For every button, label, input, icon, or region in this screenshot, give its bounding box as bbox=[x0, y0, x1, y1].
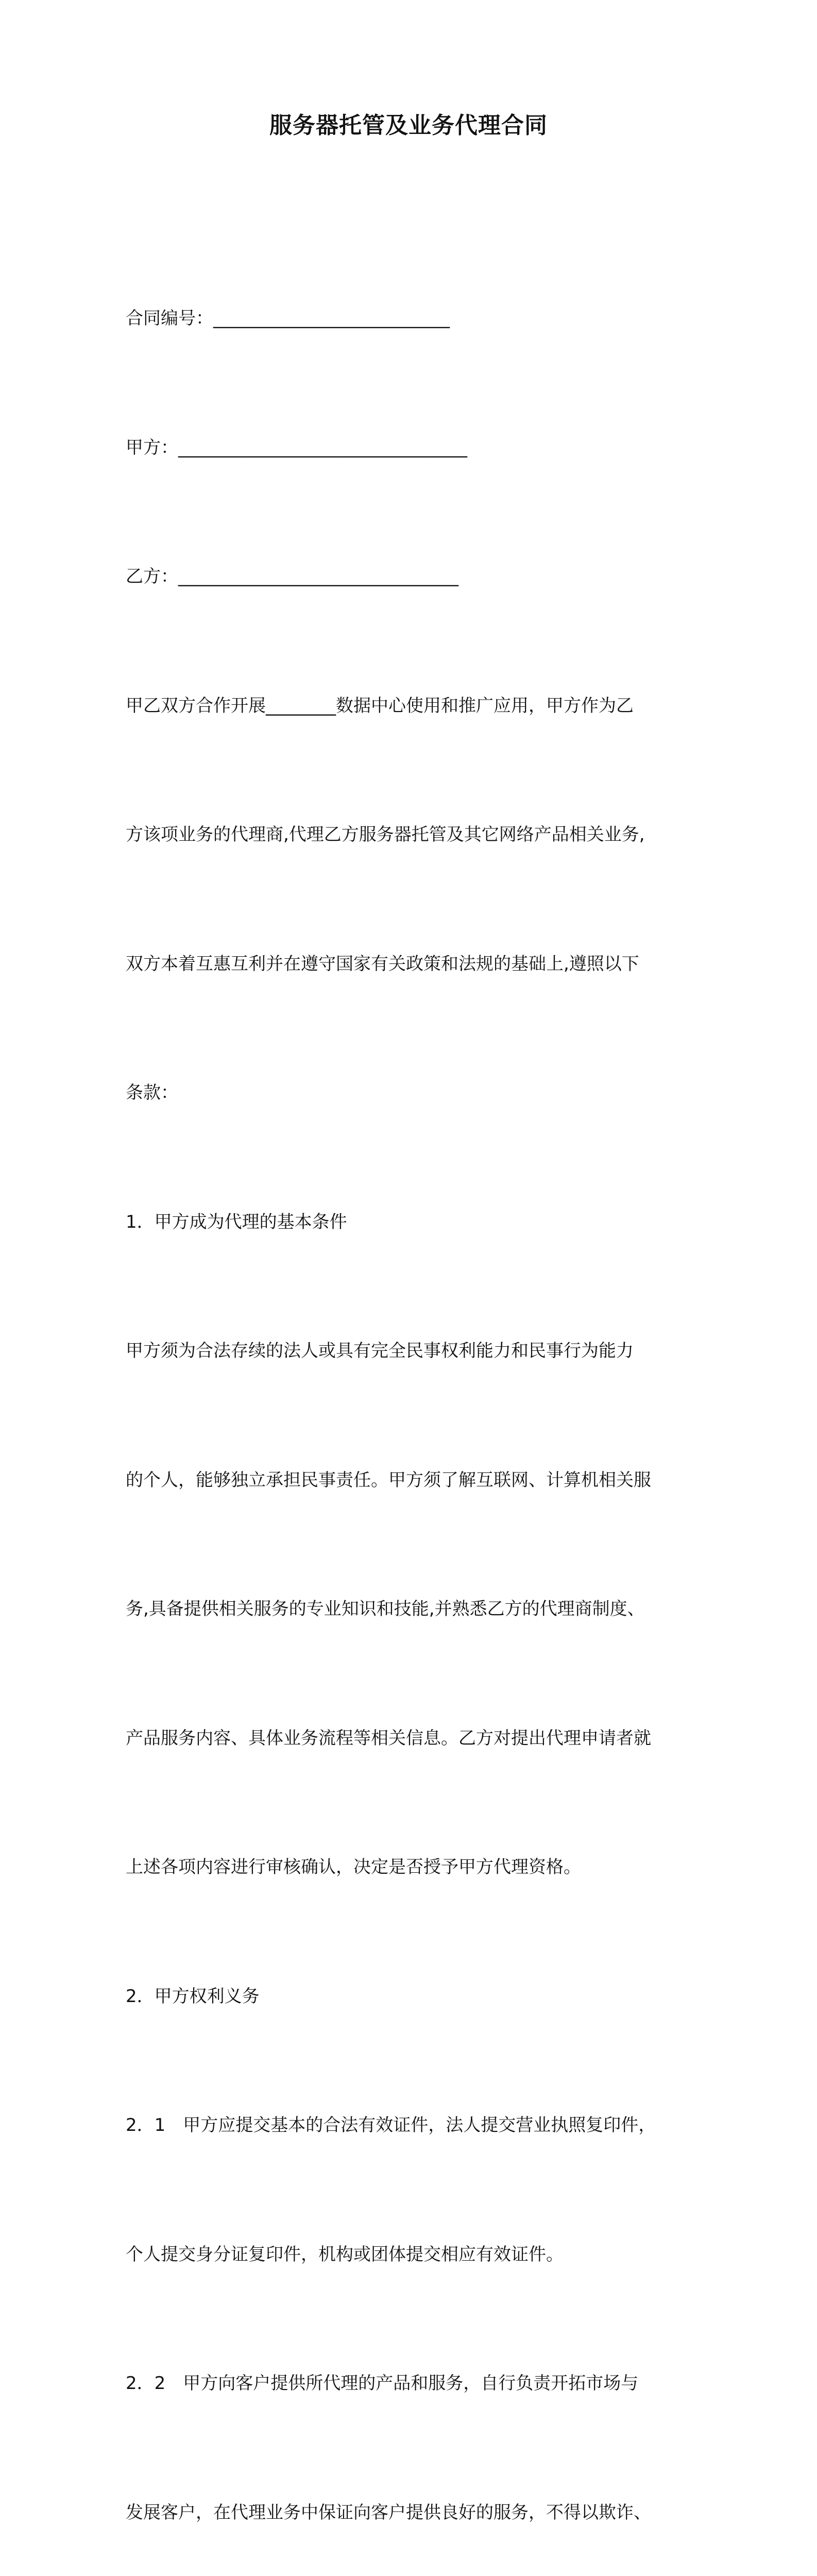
party-b-line: 乙方：________________________________ bbox=[126, 566, 458, 587]
intro-line-2: 方该项业务的代理商,代理乙方服务器托管及其它网络产品相关业务, bbox=[126, 824, 645, 845]
section-1-line-1: 甲方须为合法存续的法人或具有完全民事权利能力和民事行为能力 bbox=[126, 1341, 634, 1361]
intro-line-4: 条款： bbox=[126, 1082, 178, 1103]
section-1-line-4: 产品服务内容、具体业务流程等相关信息。乙方对提出代理申请者就 bbox=[126, 1727, 651, 1749]
document-title: 服务器托管及业务代理合同 bbox=[269, 112, 548, 139]
contract-number-line: 合同编号：___________________________ bbox=[126, 308, 450, 329]
intro-line-3: 双方本着互惠互利并在遵守国家有关政策和法规的基础上,遵照以下 bbox=[126, 953, 639, 974]
party-a-line: 甲方：_________________________________ bbox=[126, 437, 467, 458]
section-1-heading: 1．甲方成为代理的基本条件 bbox=[126, 1211, 347, 1232]
intro-line-1: 甲乙双方合作开展________数据中心使用和推广应用，甲方作为乙 bbox=[126, 695, 634, 716]
section-1-line-2: 的个人，能够独立承担民事责任。甲方须了解互联网、计算机相关服 bbox=[126, 1469, 651, 1490]
section-1-line-3: 务,具备提供相关服务的专业知识和技能,并熟悉乙方的代理商制度、 bbox=[126, 1599, 645, 1619]
clause-2-2-line-2: 发展客户，在代理业务中保证向客户提供良好的服务，不得以欺诈、 bbox=[126, 2502, 651, 2523]
clause-2-2-line-1: 2．2 甲方向客户提供所代理的产品和服务，自行负责开拓市场与 bbox=[126, 2373, 639, 2394]
document-body bbox=[126, 211, 706, 2576]
section-1-line-5: 上述各项内容进行审核确认，决定是否授予甲方代理资格。 bbox=[126, 1857, 581, 1877]
section-2-heading: 2．甲方权利义务 bbox=[126, 1986, 260, 2007]
clause-2-1-line-2: 个人提交身分证复印件，机构或团体提交相应有效证件。 bbox=[126, 2244, 564, 2265]
clause-2-1-line-1: 2．1 甲方应提交基本的合法有效证件，法人提交营业执照复印件， bbox=[126, 2115, 656, 2136]
